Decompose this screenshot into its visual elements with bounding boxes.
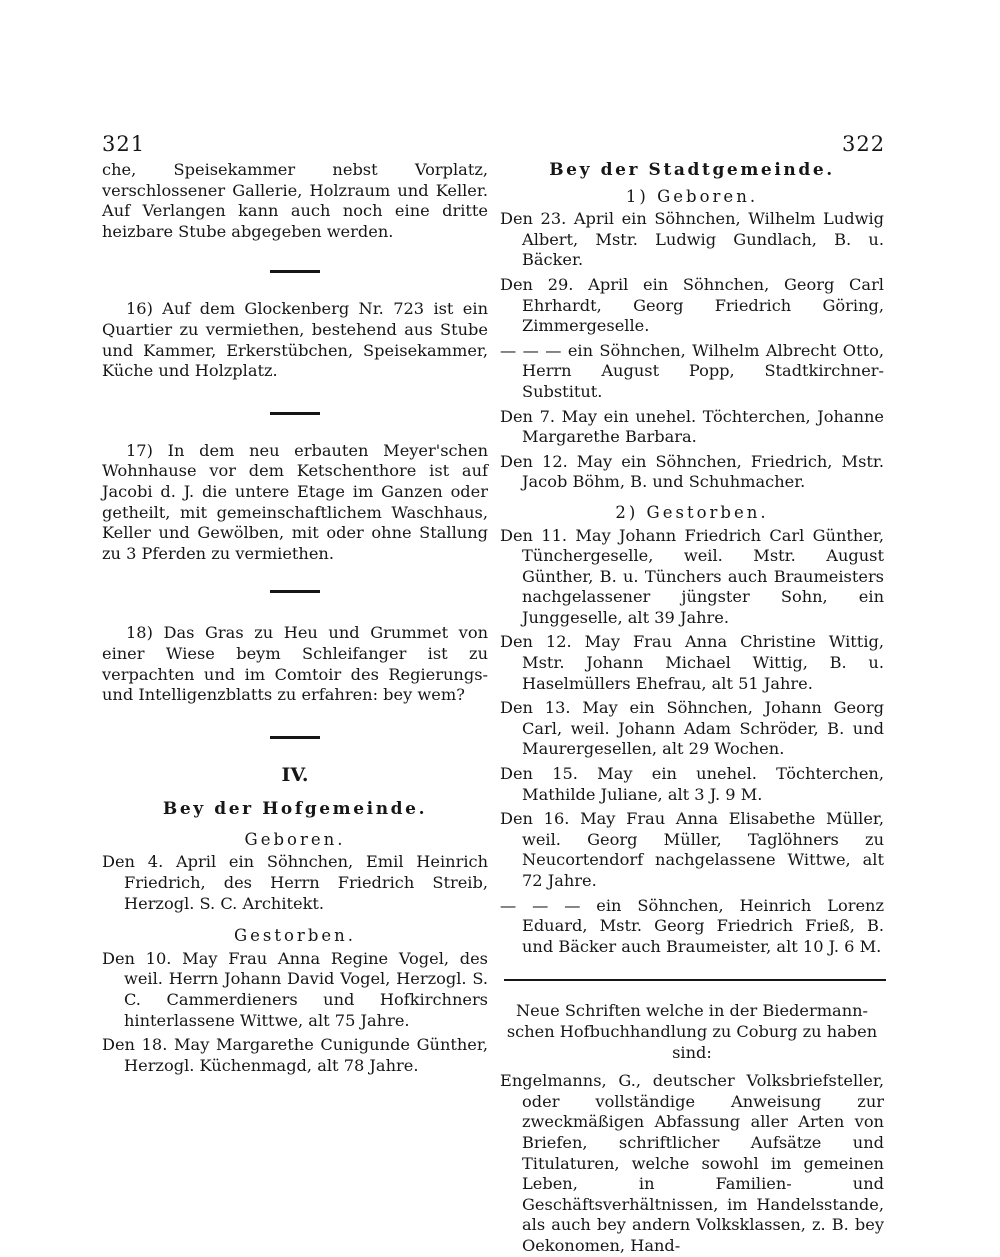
separator-rule xyxy=(270,590,320,593)
town-died-entry: Den 15. May ein unehel. Töchterchen, Mathilde Juliane, alt 3 J. 9 M. xyxy=(500,764,884,804)
court-parish-title: Bey der Hofgemeinde. xyxy=(162,799,428,820)
separator-rule xyxy=(270,736,320,739)
separator-rule xyxy=(270,412,320,415)
court-died-entry: Den 10. May Frau Anna Regine Vogel, des weil. Herrn Johann David Vogel, Herzogl. S. C. Cammerdieners und Hofkirchners hinterlassene Wittwe, alt 75 Jahre. xyxy=(102,948,488,1030)
right-column xyxy=(500,160,884,1257)
town-died-entry: — — — ein Söhnchen, Heinrich Lorenz Eduard, Mstr. Georg Friedrich Frieß, B. und Bäcker auch Braumeister, alt 10 J. 6 M. xyxy=(500,895,884,956)
new-books-entry: Engelmanns, G., deutscher Volksbriefsteller, oder vollständige Anweisung zur zweckmäßigen Abfassung aller Arten von Briefen, schriftlicher Aufsätze und Titulaturen, welche sowohl im gemeinen Leben, in Familien- und Geschäftsverhältnissen, im Handelsstande, als auch bey andern Volksklassen, z. B. bey Oekonomen, Hand- xyxy=(500,1071,884,1255)
town-born-entry: Den 23. April ein Söhnchen, Wilhelm Ludwig Albert, Mstr. Ludwig Gundlach, B. u. Bäcker. xyxy=(500,209,884,270)
town-born-entry: — — — ein Söhnchen, Wilhelm Albrecht Otto, Herrn August Popp, Stadtkirchner-Substitut. xyxy=(500,340,884,401)
town-born-entry: Den 29. April ein Söhnchen, Georg Carl Ehrhardt, Georg Friedrich Göring, Zimmergeselle. xyxy=(500,274,884,336)
separator-rule xyxy=(270,270,320,273)
section-numeral: IV. xyxy=(281,763,309,786)
notice-17: 17) In dem neu erbauten Meyer'schen Wohnhause vor dem Ketschenthore ist auf Jacobi d. J. die untere Etage im Ganzen oder getheilt, mit gemeinschaftlichem Waschhaus, Keller und Gewölben, mit oder ohne Stallung zu 3 Pferden zu vermiethen. xyxy=(102,440,488,563)
section-divider xyxy=(504,979,886,981)
town-born-entry: Den 7. May ein unehel. Töchterchen, Johanne Margarethe Barbara. xyxy=(500,406,884,447)
left-page-number: 321 xyxy=(102,132,146,156)
notice-16: 16) Auf dem Glockenberg Nr. 723 ist ein Quartier zu vermiethen, bestehend aus Stube und Kammer, Erkerstübchen, Speisekammer, Küche und Holzplatz. xyxy=(102,299,488,381)
town-parish-title: Bey der Stadtgemeinde. xyxy=(549,160,835,180)
town-died-entry: Den 11. May Johann Friedrich Carl Günther, Tünchergeselle, weil. Mstr. August Günther, B. u. Tünchers auch Braumeisters nachgelassener jüngster Sohn, ein Junggeselle, alt 39 Jahre. xyxy=(500,525,884,627)
court-born-entry: Den 4. April ein Söhnchen, Emil Heinrich Friedrich, des Herrn Friedrich Streib, Herzogl. S. C. Architekt. xyxy=(102,852,488,913)
town-died-entry: Den 13. May ein Söhnchen, Johann Georg Carl, weil. Johann Adam Schröder, B. und Maurergesellen, alt 29 Wochen. xyxy=(500,698,884,759)
town-died-entry: Den 16. May Frau Anna Elisabethe Müller, weil. Georg Müller, Taglöhners zu Neucortendorf nachgelassene Wittwe, alt 72 Jahre. xyxy=(500,809,884,890)
town-died-entry: Den 12. May Frau Anna Christine Wittig, Mstr. Johann Michael Wittig, B. u. Haselmüllers Ehefrau, alt 51 Jahre. xyxy=(500,632,884,693)
right-page-number: 322 xyxy=(842,132,886,156)
new-books-heading: Neue Schriften welche in der Biedermann-schen Hofbuchhandlung zu Coburg zu haben sind: xyxy=(506,1001,878,1062)
continued-paragraph: che, Speisekammer nebst Vorplatz, verschlossener Gallerie, Holzraum und Keller. Auf Verlangen kann auch noch eine dritte heizbare Stube abgegeben werden. xyxy=(102,160,488,241)
town-died-heading: 2) Gestorben. xyxy=(615,502,769,522)
court-died-heading: Gestorben. xyxy=(233,926,357,946)
town-born-entry: Den 12. May ein Söhnchen, Friedrich, Mstr. Jacob Böhm, B. und Schuhmacher. xyxy=(500,451,884,492)
notice-18: 18) Das Gras zu Heu und Grummet von einer Wiese beym Schleifanger ist zu verpachten und im Comtoir des Regierungs- und Intelligenzblatts zu erfahren: bey wem? xyxy=(102,623,488,705)
court-died-entry: Den 18. May Margarethe Cunigunde Günther, Herzogl. Küchenmagd, alt 78 Jahre. xyxy=(102,1035,488,1075)
court-born-heading: Geboren. xyxy=(244,829,346,849)
town-born-heading: 1) Geboren. xyxy=(625,186,759,206)
left-column xyxy=(102,160,488,1076)
